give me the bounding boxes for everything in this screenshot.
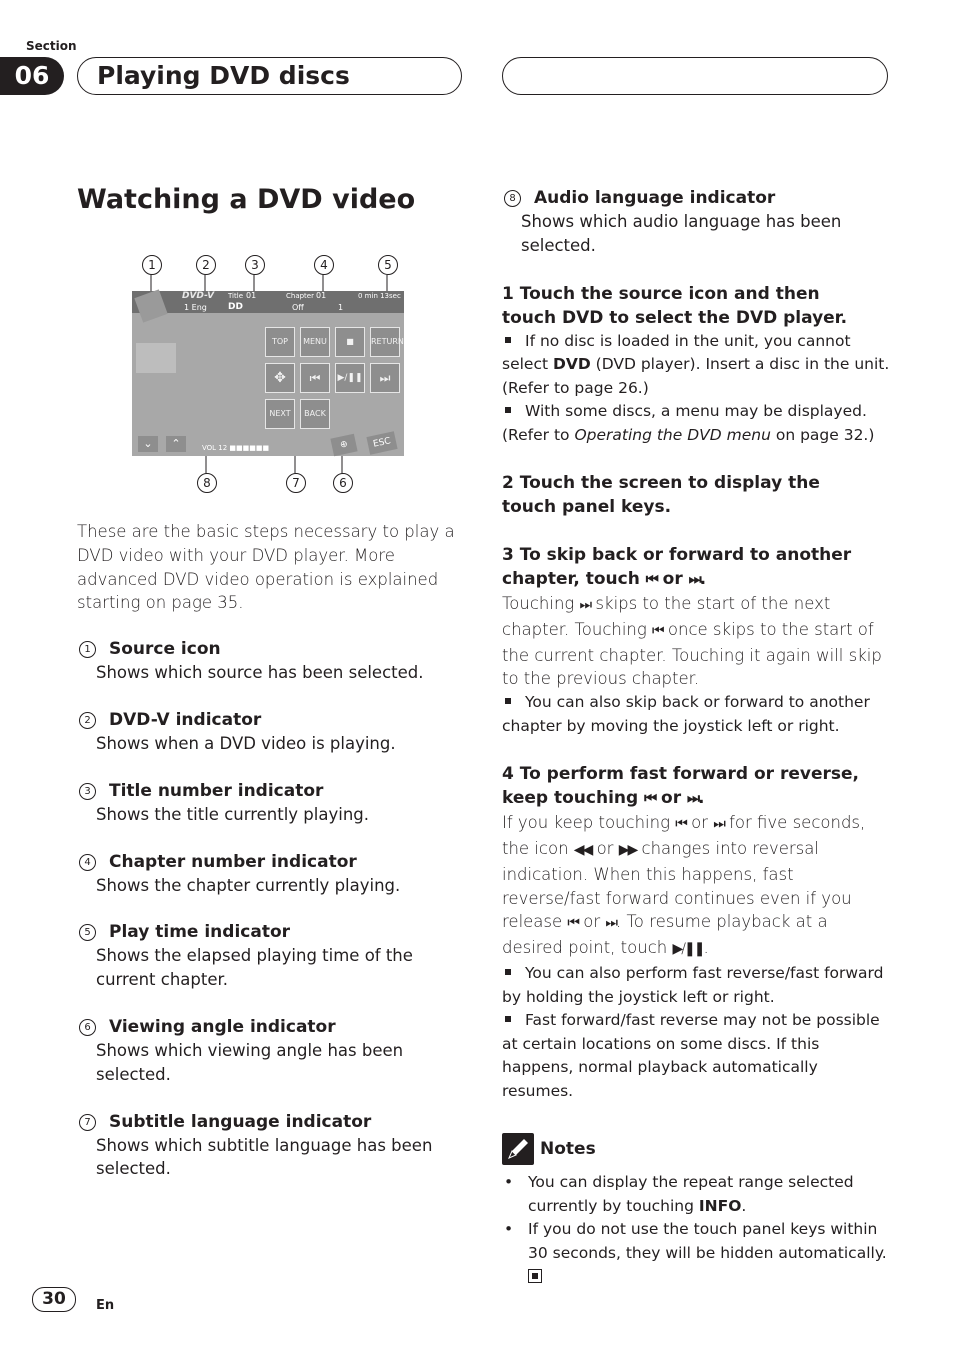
source-change-icon: ⊕ bbox=[330, 434, 357, 457]
step-text: or bbox=[656, 569, 689, 590]
step-text: changes into reversal indication. When this happens, fast reverse/fast forward continues even if you release bbox=[502, 839, 852, 932]
step-text: or bbox=[578, 912, 606, 932]
page-number: 30 bbox=[32, 1287, 76, 1312]
bullet-square-icon bbox=[505, 698, 511, 704]
item-viewing-angle-indicator bbox=[77, 1015, 467, 1087]
bullet-square-icon bbox=[505, 969, 511, 975]
intro-paragraph: These are the basic steps necessary to play a DVD video with your DVD player. More advanced DVD video operation is explained starting on page 35. bbox=[77, 522, 455, 613]
item-title: Viewing angle indicator bbox=[109, 1016, 336, 1037]
item-title: Chapter number indicator bbox=[109, 851, 357, 872]
previous-chapter-button: ⏮ bbox=[300, 363, 330, 393]
item-body: Shows which subtitle language has been selected. bbox=[96, 1135, 433, 1179]
step-text: 4 To perform fast forward or reverse, keep touching bbox=[502, 764, 859, 809]
mini-keypad-graphic bbox=[136, 343, 176, 373]
rewind-icon: ◀◀ bbox=[573, 842, 592, 859]
bullet-text: With some discs, a menu may be displayed. (Refer to bbox=[502, 402, 867, 444]
notes-list bbox=[502, 1171, 892, 1289]
step-text: once skips to the start of the current chapter. Touching it again will skip to the previous chapter. bbox=[502, 619, 882, 689]
step-text: for five seconds, the icon bbox=[502, 813, 866, 859]
next-icon: ⏭ bbox=[605, 915, 617, 932]
callout-6: 6 bbox=[333, 473, 353, 493]
item-title-number-indicator bbox=[77, 779, 467, 827]
volume-down-icon: ⌄ bbox=[138, 436, 158, 452]
bullet-square-icon bbox=[505, 337, 511, 343]
item-subtitle-language-indicator bbox=[77, 1110, 467, 1182]
step-text: skips to the start of the next chapter. Touching bbox=[502, 594, 831, 639]
joystick-button: ✥ bbox=[265, 363, 295, 393]
next-icon: ⏭ bbox=[687, 791, 699, 808]
item-body: Shows when a DVD video is playing. bbox=[96, 733, 396, 753]
previous-icon: ⏮ bbox=[644, 791, 656, 808]
previous-icon: ⏮ bbox=[567, 915, 579, 932]
item-audio-language-indicator bbox=[502, 186, 892, 258]
step-3-heading: 3 To skip back or forward to another chapter, touch ⏮ or ⏭. bbox=[502, 545, 852, 590]
bullet-square-icon bbox=[505, 1016, 511, 1022]
bullet-text: If no disc is loaded in the unit, you cannot select bbox=[502, 331, 851, 374]
callout-5: 5 bbox=[378, 255, 398, 275]
dvd-v-indicator: DVD-V bbox=[182, 291, 215, 301]
title-number: 01 bbox=[246, 291, 257, 300]
next-icon: ⏭ bbox=[688, 572, 700, 589]
bullet-text: You can also perform fast reverse/fast forward by holding the joystick left or right. bbox=[502, 964, 884, 1006]
item-body: Shows which viewing angle has been selected. bbox=[96, 1040, 404, 1084]
item-title: Play time indicator bbox=[109, 922, 291, 943]
next-icon: ⏭ bbox=[579, 597, 591, 614]
page-heading: Watching a DVD video bbox=[77, 184, 416, 215]
item-number: 3 bbox=[79, 783, 96, 800]
item-play-time-indicator bbox=[77, 920, 467, 992]
callout-4: 4 bbox=[314, 255, 334, 275]
callout-1: 1 bbox=[142, 255, 162, 275]
stop-button: ■ bbox=[335, 327, 365, 357]
notes-pencil-icon bbox=[502, 1133, 534, 1165]
step-4-bullet-2 bbox=[502, 1009, 892, 1103]
item-number: 5 bbox=[79, 924, 96, 941]
notes-label: Notes bbox=[540, 1139, 596, 1160]
previous-icon: ⏮ bbox=[645, 572, 657, 589]
step-1-heading: 1 Touch the source icon and then touch DVD to select the DVD player. bbox=[502, 283, 848, 328]
item-number: 8 bbox=[504, 190, 521, 207]
note-bold: INFO bbox=[698, 1196, 742, 1215]
item-body: Shows the elapsed playing time of the current chapter. bbox=[96, 946, 413, 990]
callout-8: 8 bbox=[197, 473, 217, 493]
next-page-button: NEXT bbox=[265, 399, 295, 429]
right-column bbox=[502, 186, 892, 1289]
header-right-frame bbox=[502, 57, 888, 95]
step-4-bullet-1 bbox=[502, 962, 892, 1009]
step-text: If you keep touching bbox=[502, 813, 676, 833]
step-2-heading: 2 Touch the screen to display the touch panel keys. bbox=[502, 473, 820, 518]
callout-3: 3 bbox=[245, 255, 265, 275]
bullet-italic: Operating the DVD menu bbox=[574, 425, 771, 444]
note-1 bbox=[502, 1171, 892, 1218]
step-1-bullet-2 bbox=[502, 400, 892, 447]
bullet-text: You can also skip back or forward to another chapter by moving the joystick left or right. bbox=[502, 693, 870, 735]
step-text: or bbox=[591, 839, 619, 859]
play-pause-icon: ▶/❚❚ bbox=[672, 941, 704, 958]
item-body: Shows which source has been selected. bbox=[96, 663, 424, 683]
left-column bbox=[77, 520, 467, 1181]
step-text: or bbox=[685, 813, 714, 833]
step-4-body: If you keep touching ⏮ or ⏭ for five seconds, the icon ◀◀ or ▶▶ changes into reversal indication. When this happens, fast reverse/fast forward continues even if you release ⏮ or ⏭. To resume playback at a desired point, touch ▶/❚❚. bbox=[502, 813, 866, 958]
dolby-indicator: DD bbox=[228, 302, 243, 312]
note-2 bbox=[502, 1218, 892, 1289]
note-text: You can display the repeat range selected currently by touching bbox=[528, 1173, 854, 1215]
callout-2: 2 bbox=[196, 255, 216, 275]
bullet-text: on page 32.) bbox=[770, 425, 875, 444]
step-1-bullet-1 bbox=[502, 330, 892, 401]
step-text: 3 To skip back or forward to another chapter, touch bbox=[502, 545, 852, 590]
bullet-text: (DVD player). Insert a disc in the unit. (Refer to page 26.) bbox=[502, 355, 890, 397]
note-text: If you do not use the touch panel keys within 30 seconds, they will be hidden automatically. bbox=[528, 1220, 887, 1262]
item-title: Source icon bbox=[109, 639, 221, 660]
previous-icon: ⏮ bbox=[652, 622, 663, 639]
end-mark-icon bbox=[528, 1269, 542, 1283]
top-menu-button: TOP bbox=[265, 327, 295, 357]
dvd-screen-illustration bbox=[132, 291, 404, 456]
item-number: 1 bbox=[79, 641, 96, 658]
bullet-text: Fast forward/fast reverse may not be possible at certain locations on some discs. If this happens, normal playback automatically resumes. bbox=[502, 1011, 880, 1100]
step-text: . To resume playback at a desired point, touch bbox=[502, 912, 828, 958]
viewing-angle-indicator: 1 bbox=[338, 303, 344, 312]
bullet-square-icon bbox=[505, 407, 511, 413]
next-icon: ⏭ bbox=[713, 816, 724, 833]
fast-forward-icon: ▶▶ bbox=[618, 842, 637, 859]
item-title: Audio language indicator bbox=[534, 188, 776, 208]
item-body: Shows the title currently playing. bbox=[96, 804, 369, 824]
step-3-bullet-1 bbox=[502, 691, 892, 738]
language-label: En bbox=[96, 1298, 115, 1313]
step-text: Touching bbox=[502, 594, 580, 614]
volume-readout: VOL 12 ■■■■■■ bbox=[202, 444, 270, 452]
callout-7: 7 bbox=[286, 473, 306, 493]
section-title: Playing DVD discs bbox=[97, 61, 350, 90]
chapter-number: 01 bbox=[316, 291, 327, 300]
item-chapter-number-indicator bbox=[77, 850, 467, 898]
previous-icon: ⏮ bbox=[675, 816, 686, 833]
title-label: Title bbox=[228, 292, 244, 300]
volume-up-icon: ⌃ bbox=[166, 436, 186, 452]
menu-button: MENU bbox=[300, 327, 330, 357]
notes-heading bbox=[502, 1133, 892, 1165]
return-button: RETURN bbox=[370, 327, 400, 357]
play-pause-button: ▶/❚❚ bbox=[335, 363, 365, 393]
step-3-body bbox=[502, 592, 892, 691]
audio-language-indicator: 1 Eng bbox=[184, 303, 207, 312]
play-time: 0 min 13sec bbox=[358, 292, 401, 300]
item-title: Subtitle language indicator bbox=[109, 1111, 372, 1132]
item-number: 2 bbox=[79, 712, 96, 729]
section-number: 06 bbox=[0, 57, 64, 95]
bullet-bold: DVD bbox=[552, 355, 591, 374]
item-dvd-v-indicator bbox=[77, 708, 467, 756]
item-source-icon bbox=[77, 637, 467, 685]
item-title: DVD-V indicator bbox=[109, 709, 262, 730]
note-text: . bbox=[741, 1196, 747, 1215]
item-number: 7 bbox=[79, 1114, 96, 1131]
chapter-label: Chapter bbox=[286, 292, 314, 300]
item-body: Shows which audio language has been selected. bbox=[521, 212, 842, 255]
escape-icon: ESC bbox=[366, 431, 397, 454]
back-button: BACK bbox=[300, 399, 330, 429]
item-number: 6 bbox=[79, 1019, 96, 1036]
subtitle-language-indicator: Off bbox=[292, 303, 304, 312]
next-chapter-button: ⏭ bbox=[370, 363, 400, 393]
section-label: Section bbox=[26, 39, 77, 53]
step-4-heading: 4 To perform fast forward or reverse, keep touching ⏮ or ⏭. bbox=[502, 764, 859, 809]
item-body: Shows the chapter currently playing. bbox=[96, 875, 401, 895]
item-number: 4 bbox=[79, 854, 96, 871]
item-title: Title number indicator bbox=[109, 780, 324, 801]
step-text: or bbox=[655, 788, 688, 809]
